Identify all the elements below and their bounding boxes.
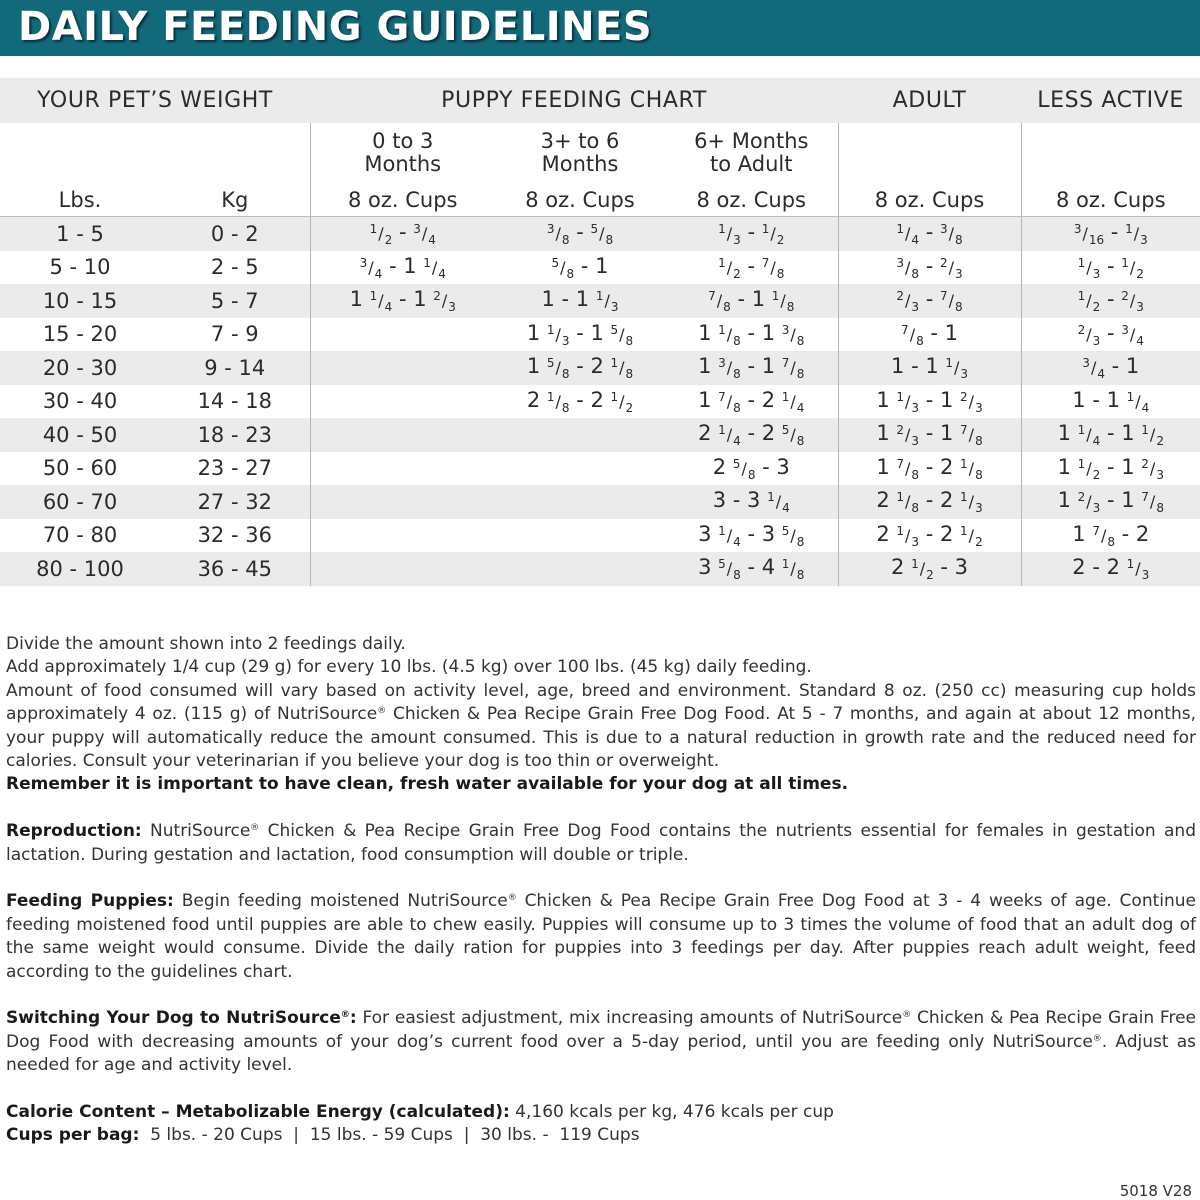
weight-cell: 10 - 15 xyxy=(0,284,160,318)
fraction: $^1/_2$ xyxy=(718,255,741,281)
fraction: $^3/_{16}$ xyxy=(1073,222,1105,248)
group-header-row xyxy=(0,78,1200,123)
cups-cell: 1 $^1/_4 - 1$ $^1/_2$ xyxy=(1021,418,1200,452)
note-paragraph: Amount of food consumed will vary based on activity level, age, breed and environment. Standard 8 oz. (250 cc) measuring cup holds approximately 4 oz. (115 g) of NutriSource® Chicken & Pea Recipe Grain Free Dog Food. At 5 - 7 months, and again at about 12 months, your puppy will automatically reduce the amount consumed. This is due to a natural reduction in growth rate and the reduced need for calories. Consult your veterinarian if you believe your dog is too thin or overweight. xyxy=(6,680,1196,772)
fraction: $^1/_2$ xyxy=(1077,289,1101,315)
weight-cell: 32 - 36 xyxy=(197,523,272,548)
fraction: $^1/_8$ xyxy=(771,289,795,315)
weight-cell: 80 - 100 xyxy=(0,552,160,586)
cups-cell xyxy=(495,485,665,519)
fraction: $^7/_8$ xyxy=(896,456,920,482)
fraction: $^2/_3$ xyxy=(896,289,920,315)
fraction: $^2/_3$ xyxy=(1077,490,1101,516)
cups-cell xyxy=(495,519,665,553)
fraction: $^1/_2$ xyxy=(911,557,934,583)
fraction: $^7/_8$ xyxy=(718,389,741,415)
feeding-data-rows xyxy=(0,217,1200,586)
cups-cell: 1 $^7/_8 - 2$ $^1/_4$ xyxy=(698,387,805,415)
table-row xyxy=(0,385,1200,419)
fraction: $^1/_3$ xyxy=(1125,222,1148,248)
unit-cell: Lbs. xyxy=(0,183,160,217)
cups-cell: 2 $^1/_4 - 2$ $^5/_8$ xyxy=(665,418,838,452)
cups-cell: 1 $^5/_8 - 2$ $^1/_8$ xyxy=(495,351,665,385)
weight-cell: 23 - 27 xyxy=(197,456,272,481)
fraction: $^7/_8$ xyxy=(761,255,785,281)
weight-cell: 0 - 2 xyxy=(160,217,310,251)
cups-cell: 2 $^1/_2 - 3$ xyxy=(838,552,1021,586)
table-row xyxy=(0,552,1200,586)
water-reminder: Remember it is important to have clean, fresh water available for your dog at all times. xyxy=(6,774,849,795)
weight-cell: 5 - 7 xyxy=(160,284,310,318)
fraction: $^2/_3$ xyxy=(940,255,963,281)
unit-cell: 8 oz. Cups xyxy=(1021,183,1200,217)
cups-cell xyxy=(495,552,665,586)
cups-cell: 3 $^1/_4 - 3$ $^5/_8$ xyxy=(698,521,805,549)
switching-note: Switching Your Dog to NutriSource®: For easiest adjustment, mix increasing amounts of NutriSource® Chicken & Pea Recipe Grain Free Dog Food with decreasing amounts of your dog’s current food over a 5-day period, until you are feeding only NutriSource®. Adjust as needed for age and activity level. xyxy=(6,1008,1197,1076)
weight-header: YOUR PET’S WEIGHT xyxy=(0,78,310,123)
cups-cell: $^3/_{16} - ^1/_3$ xyxy=(1021,217,1200,251)
page-title: DAILY FEEDING GUIDELINES xyxy=(18,4,653,50)
weight-cell: 40 - 50 xyxy=(0,418,160,452)
fraction: $^5/_8$ xyxy=(551,255,575,281)
cups-cell: $^7/_8 - 1$ $^1/_8$ xyxy=(665,284,838,318)
weight-cell: 5 - 10 xyxy=(49,255,111,280)
cups-cell: 1 - 1 $^1/_4$ xyxy=(1021,385,1200,419)
cups-cell: $^1/_2 - ^3/_4$ xyxy=(310,217,495,251)
subheader-line: 3+ to 6 xyxy=(540,129,620,153)
cups-per-bag: Cups per bag: 5 lbs. - 20 Cups | 15 lbs. - 59 Cups | 30 lbs. - 119 Cups xyxy=(6,1125,640,1146)
fraction: $^1/_4$ xyxy=(767,490,790,516)
fraction: $^5/_8$ xyxy=(732,456,756,482)
fraction: $^1/_2$ xyxy=(610,389,634,415)
subheader-6-months-adult xyxy=(665,123,838,183)
fraction: $^1/_4$ xyxy=(896,222,920,248)
unit-cell: 8 oz. Cups xyxy=(665,183,838,217)
cups-cell xyxy=(310,519,495,553)
fraction: $^1/_3$ xyxy=(1077,255,1101,281)
fraction: $^1/_3$ xyxy=(896,523,920,549)
calorie-content: Calorie Content – Metabolizable Energy (calculated): 4,160 kcals per kg, 476 kcals per cup xyxy=(6,1102,834,1123)
fraction: $^5/_8$ xyxy=(610,322,634,348)
cups-cell xyxy=(310,385,495,419)
cups-cell: 1 $^7/_8 - 2$ xyxy=(1021,519,1200,553)
cups-cell: 1 $^2/_3 - 1$ $^7/_8$ xyxy=(838,418,1021,452)
fraction: $^1/_3$ xyxy=(1126,557,1150,583)
fraction: $^1/_4$ xyxy=(1126,389,1150,415)
weight-cell: 18 - 23 xyxy=(160,418,310,452)
less-active-header: LESS ACTIVE xyxy=(1021,78,1200,123)
fraction: $^1/_4$ xyxy=(423,255,446,281)
fraction: $^1/_8$ xyxy=(718,322,741,348)
cups-cell: $^5/_8 - 1$ xyxy=(551,253,609,281)
fraction: $^2/_3$ xyxy=(433,289,456,315)
cups-cell: 2 $^1/_8 - 2$ $^1/_2$ xyxy=(526,387,634,415)
cups-cell: $^1/_2 - ^2/_3$ xyxy=(1021,284,1200,318)
fraction: $^1/_2$ xyxy=(1121,255,1144,281)
subheader-3-6-months xyxy=(495,123,665,183)
cups-cell xyxy=(310,351,495,385)
weight-cell: 15 - 20 xyxy=(42,322,118,347)
cups-cell: $^1/_4 - ^3/_8$ xyxy=(838,217,1021,251)
cups-cell: 3 $^5/_8 - 4$ $^1/_8$ xyxy=(665,552,838,586)
table-row xyxy=(0,485,1200,519)
product-code: 5018 V28 xyxy=(1119,1182,1192,1200)
weight-cell: 27 - 32 xyxy=(160,485,310,519)
fraction: $^2/_3$ xyxy=(960,389,983,415)
cups-cell xyxy=(310,552,495,586)
fraction: $^1/_3$ xyxy=(546,322,570,348)
cups-cell: 1 - 1 $^1/_3$ xyxy=(838,351,1021,385)
fraction: $^1/_4$ xyxy=(718,423,741,449)
cups-cell: 1 $^3/_8 - 1$ $^7/_8$ xyxy=(665,351,838,385)
feeding-notes xyxy=(6,633,1196,1148)
fraction: $^1/_2$ xyxy=(960,523,983,549)
fraction: $^7/_8$ xyxy=(1092,523,1115,549)
fraction: $^3/_8$ xyxy=(546,222,570,248)
fraction: $^2/_3$ xyxy=(896,423,920,449)
weight-cell: 9 - 14 xyxy=(160,351,310,385)
fraction: $^3/_8$ xyxy=(781,322,805,348)
weight-cell: 50 - 60 xyxy=(42,456,118,481)
cups-cell: $^3/_4 - 1$ xyxy=(1021,351,1200,385)
cups-cell: 1 $^2/_3 - 1$ $^7/_8$ xyxy=(1021,485,1200,519)
cups-cell: 3 - 3 $^1/_4$ xyxy=(665,485,838,519)
cups-cell: 1 $^1/_4 - 1$ $^2/_3$ xyxy=(310,284,495,318)
cups-cell: $^1/_2 - ^7/_8$ xyxy=(718,253,785,281)
subheader-line: to Adult xyxy=(710,152,793,176)
cups-cell: $^1/_3 - ^1/_2$ xyxy=(665,217,838,251)
fraction: $^3/_8$ xyxy=(940,222,963,248)
cups-cell: $^2/_3 - ^7/_8$ xyxy=(838,284,1021,318)
fraction: $^1/_8$ xyxy=(781,557,805,583)
fraction: $^5/_8$ xyxy=(781,423,805,449)
puppy-header: PUPPY FEEDING CHART xyxy=(310,78,838,123)
fraction: $^1/_2$ xyxy=(1141,423,1164,449)
cups-cell: 2 $^5/_8 - 3$ xyxy=(712,454,790,482)
fraction: $^7/_8$ xyxy=(960,423,983,449)
fraction: $^1/_3$ xyxy=(718,222,741,248)
cups-cell: 2 $^1/_3 - 2$ $^1/_2$ xyxy=(838,519,1021,553)
table-row xyxy=(0,418,1200,452)
cups-cell: 1 $^1/_8 - 1$ $^3/_8$ xyxy=(698,320,805,348)
weight-cell: 7 - 9 xyxy=(210,322,259,347)
fraction: $^1/_4$ xyxy=(1077,423,1101,449)
cups-cell: $^3/_8 - ^2/_3$ xyxy=(838,251,1021,285)
fraction: $^7/_8$ xyxy=(708,289,731,315)
fraction: $^1/_2$ xyxy=(1077,456,1101,482)
fraction: $^5/_8$ xyxy=(718,557,741,583)
cups-cell: $^7/_8 - 1$ xyxy=(838,318,1021,352)
weight-cell: 2 - 5 xyxy=(210,255,259,280)
fraction: $^3/_4$ xyxy=(359,255,383,281)
table-row xyxy=(0,452,1200,486)
note-line: Add approximately 1/4 cup (29 g) for every 10 lbs. (4.5 kg) over 100 lbs. (45 kg) daily feeding. xyxy=(6,657,812,678)
fraction: $^5/_8$ xyxy=(546,356,570,382)
unit-cell: 8 oz. Cups xyxy=(495,183,665,217)
fraction: $^5/_8$ xyxy=(590,222,614,248)
weight-cell: 70 - 80 xyxy=(42,523,118,548)
unit-cell: 8 oz. Cups xyxy=(310,183,495,217)
fraction: $^3/_8$ xyxy=(896,255,920,281)
weight-cell: 20 - 30 xyxy=(0,351,160,385)
age-subheader-row xyxy=(0,123,1200,183)
title-banner xyxy=(0,0,1200,56)
subheader-line: 0 to 3 xyxy=(372,129,434,153)
feeding-chart-table xyxy=(0,78,1200,586)
cups-cell xyxy=(495,452,665,486)
subheader-line: Months xyxy=(364,152,442,176)
cups-cell xyxy=(310,318,495,352)
feeding-puppies-note: Feeding Puppies: Begin feeding moistened NutriSource® Chicken & Pea Recipe Grain Free Dog Food at 3 - 4 weeks of age. Continue feeding moistened food until puppies are able to chew easily. Puppies will consume up to 3 times the volume of food that an adult dog of the same weight would consume. Divide the daily ration for puppies into 3 feedings per day. After puppies reach adult weight, feed according to the guidelines chart. xyxy=(6,891,1196,982)
cups-cell xyxy=(310,485,495,519)
cups-cell: $^1/_3 - ^1/_2$ xyxy=(1021,251,1200,285)
weight-cell: 30 - 40 xyxy=(42,389,118,414)
cups-cell: $^3/_8 - ^5/_8$ xyxy=(495,217,665,251)
note-line: Divide the amount shown into 2 feedings daily. xyxy=(6,634,406,654)
fraction: $^2/_3$ xyxy=(1077,322,1101,348)
weight-cell: 60 - 70 xyxy=(0,485,160,519)
fraction: $^1/_8$ xyxy=(610,356,634,382)
reproduction-note: Reproduction: NutriSource® Chicken & Pea Recipe Grain Free Dog Food contains the nutrients essential for females in gestation and lactation. During gestation and lactation, food consumption will double or triple. xyxy=(6,821,1196,865)
fraction: $^5/_8$ xyxy=(781,523,805,549)
fraction: $^1/_8$ xyxy=(960,456,983,482)
fraction: $^1/_4$ xyxy=(718,523,741,549)
cups-cell: 1 $^1/_2 - 1$ $^2/_3$ xyxy=(1021,452,1200,486)
unit-cell: Kg xyxy=(160,183,310,217)
cups-cell: 1 $^1/_3 - 1$ $^2/_3$ xyxy=(838,385,1021,419)
fraction: $^1/_8$ xyxy=(896,490,920,516)
fraction: $^7/_8$ xyxy=(1141,490,1164,516)
fraction: $^3/_4$ xyxy=(1121,322,1144,348)
fraction: $^7/_8$ xyxy=(940,289,963,315)
fraction: $^1/_3$ xyxy=(896,389,920,415)
table-row xyxy=(0,284,1200,318)
table-row xyxy=(0,251,1200,285)
fraction: $^1/_2$ xyxy=(761,222,785,248)
fraction: $^2/_3$ xyxy=(1141,456,1164,482)
cups-cell xyxy=(310,452,495,486)
fraction: $^3/_4$ xyxy=(413,222,436,248)
subheader-line: 6+ Months xyxy=(694,129,809,153)
fraction: $^1/_8$ xyxy=(546,389,570,415)
cups-cell xyxy=(310,418,495,452)
cups-cell: $^2/_3 - ^3/_4$ xyxy=(1021,318,1200,352)
cups-cell: 2 $^1/_8 - 2$ $^1/_3$ xyxy=(838,485,1021,519)
fraction: $^1/_3$ xyxy=(960,490,983,516)
cups-cell: 1 $^7/_8 - 2$ $^1/_8$ xyxy=(838,452,1021,486)
weight-cell: 36 - 45 xyxy=(160,552,310,586)
fraction: $^1/_4$ xyxy=(781,389,805,415)
table-row xyxy=(0,318,1200,352)
table-row xyxy=(0,351,1200,385)
subheader-0-3-months xyxy=(310,123,495,183)
fraction: $^1/_3$ xyxy=(945,356,969,382)
table-row xyxy=(0,217,1200,251)
unit-cell: 8 oz. Cups xyxy=(838,183,1021,217)
cups-cell: 2 - 2 $^1/_3$ xyxy=(1021,552,1200,586)
table-row xyxy=(0,519,1200,553)
units-row xyxy=(0,183,1200,217)
adult-header: ADULT xyxy=(838,78,1021,123)
fraction: $^3/_8$ xyxy=(718,356,741,382)
fraction: $^1/_4$ xyxy=(369,289,393,315)
cups-cell: $^3/_4 - 1$ $^1/_4$ xyxy=(310,251,495,285)
subheader-line: Months xyxy=(541,152,619,176)
fraction: $^2/_3$ xyxy=(1121,289,1144,315)
cups-cell: 1 - 1 $^1/_3$ xyxy=(495,284,665,318)
cups-cell: 1 $^1/_3 - 1$ $^5/_8$ xyxy=(526,320,634,348)
fraction: $^1/_3$ xyxy=(595,289,619,315)
cups-cell xyxy=(495,418,665,452)
fraction: $^1/_2$ xyxy=(369,222,393,248)
fraction: $^7/_8$ xyxy=(901,322,924,348)
weight-cell: 1 - 5 xyxy=(0,217,160,251)
weight-cell: 14 - 18 xyxy=(197,389,272,414)
fraction: $^7/_8$ xyxy=(781,356,805,382)
fraction: $^3/_4$ xyxy=(1082,356,1105,382)
